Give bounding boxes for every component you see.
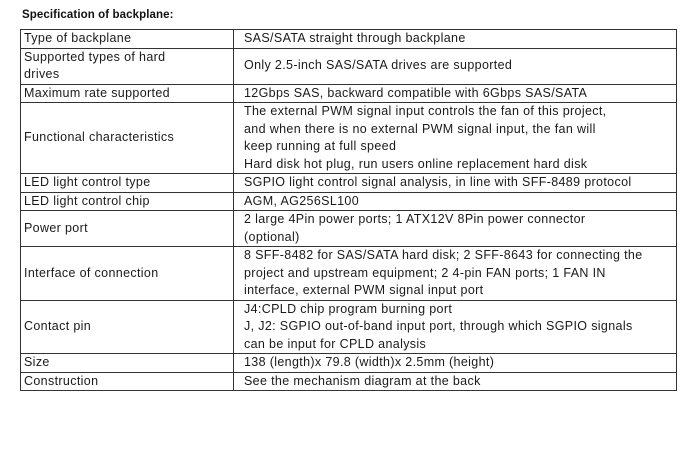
- label-line: Interface of connection: [24, 265, 159, 280]
- value-line: AGM, AG256SL100: [244, 193, 360, 208]
- value-line: Hard disk hot plug, run users online replacement hard disk: [244, 156, 588, 171]
- row-label: [21, 372, 234, 391]
- value-line: keep running at full speed: [244, 139, 397, 153]
- label-line: Type of backplane: [24, 31, 132, 45]
- table-row: [21, 174, 677, 193]
- row-value: [234, 103, 677, 174]
- document-title: Specification of backplane:: [22, 9, 174, 21]
- row-value: [234, 372, 677, 391]
- row-value: [234, 247, 677, 301]
- row-label: [21, 211, 234, 247]
- row-label: [21, 354, 234, 373]
- table-row: [21, 300, 677, 354]
- row-value: [234, 84, 677, 103]
- value-line: J4:CPLD chip program burning port: [244, 301, 453, 316]
- table-row: [21, 103, 677, 174]
- value-line: The external PWM signal input controls the fan of this project,: [244, 104, 607, 118]
- row-label: [21, 300, 234, 354]
- label-line: Contact pin: [24, 319, 92, 333]
- row-label: [21, 247, 234, 301]
- label-line: Maximum rate supported: [24, 85, 170, 100]
- label-line: Size: [24, 355, 50, 369]
- value-line: J, J2: SGPIO out-of-band input port, through which SGPIO signals: [244, 319, 633, 333]
- row-label: [21, 192, 234, 211]
- value-line: 8 SFF-8482 for SAS/SATA hard disk; 2 SFF-8643 for connecting the: [244, 248, 643, 262]
- row-value: [234, 211, 677, 247]
- row-value: [234, 48, 677, 84]
- table-row: [21, 372, 677, 391]
- label-line: drives: [24, 67, 60, 81]
- row-label: [21, 174, 234, 193]
- row-label: [21, 30, 234, 49]
- table-row: [21, 247, 677, 301]
- row-label: [21, 103, 234, 174]
- label-line: Functional characteristics: [24, 130, 175, 145]
- spec-table: [20, 29, 677, 391]
- table-row: [21, 192, 677, 211]
- table-row: [21, 30, 677, 49]
- row-value: [234, 300, 677, 354]
- value-line: 138 (length)x 79.8 (width)x 2.5mm (height): [244, 355, 495, 369]
- label-line: LED light control type: [24, 175, 151, 189]
- label-line: Supported types of hard: [24, 49, 166, 64]
- table-row: [21, 354, 677, 373]
- row-label: [21, 48, 234, 84]
- row-value: [234, 30, 677, 49]
- row-value: [234, 354, 677, 373]
- value-line: project and upstream equipment; 2 4-pin FAN ports; 1 FAN IN: [244, 265, 606, 280]
- value-line: See the mechanism diagram at the back: [244, 373, 481, 388]
- value-line: SAS/SATA straight through backplane: [244, 31, 466, 45]
- row-value: [234, 192, 677, 211]
- value-line: Only 2.5-inch SAS/SATA drives are supported: [244, 58, 513, 73]
- label-line: Power port: [24, 220, 88, 235]
- table-row: [21, 84, 677, 103]
- value-line: (optional): [244, 229, 300, 244]
- value-line: SGPIO light control signal analysis, in line with SFF-8489 protocol: [244, 175, 632, 189]
- value-line: interface, external PWM signal input port: [244, 283, 484, 297]
- table-row: [21, 211, 677, 247]
- label-line: LED light control chip: [24, 193, 150, 208]
- value-line: and when there is no external PWM signal input, the fan will: [244, 121, 596, 136]
- label-line: Construction: [24, 373, 99, 388]
- value-line: 2 large 4Pin power ports; 1 ATX12V 8Pin power connector: [244, 212, 586, 226]
- value-line: 12Gbps SAS, backward compatible with 6Gbps SAS/SATA: [244, 85, 588, 100]
- row-label: [21, 84, 234, 103]
- value-line: can be input for CPLD analysis: [244, 336, 427, 351]
- row-value: [234, 174, 677, 193]
- table-row: [21, 48, 677, 84]
